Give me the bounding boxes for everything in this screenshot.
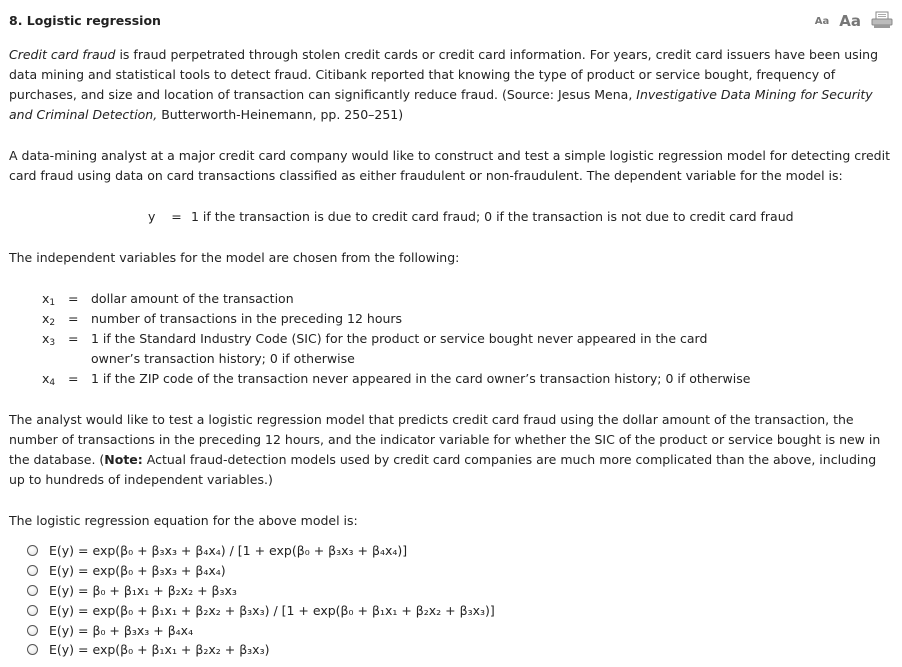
radio-button[interactable] <box>27 585 38 596</box>
intro-paragraph <box>9 45 893 125</box>
variable-row <box>42 369 751 389</box>
equation-prompt: The logistic regression equation for the above model is: <box>9 513 358 528</box>
option-label: E(y) = exp(β₀ + β₃x₃ + β₄x₄) <box>49 563 226 579</box>
option-label: E(y) = exp(β₀ + β₁x₁ + β₂x₂ + β₃x₃) / [1 + exp(β₀ + β₁x₁ + β₂x₂ + β₃x₃)] <box>49 602 495 618</box>
intro-text: is fraud perpetrated through stolen credit cards or credit card information. For years, credit card issuers have been using data mining and statistical tools to detect fraud. Citibank reported that knowing the type of product or service bought, frequency of purchases, and size and location of transaction can significantly reduce fraud. (Source: Jesus Mena, <box>9 47 879 102</box>
variable-row <box>42 289 751 309</box>
radio-button[interactable] <box>27 565 38 576</box>
print-icon[interactable] <box>871 11 893 29</box>
dependent-symbol: y <box>148 209 156 224</box>
question-header <box>9 11 893 31</box>
radio-button[interactable] <box>27 644 38 655</box>
note-text: Actual fraud-detection models used by credit card companies are much more complicated than the above, including up to hundreds of independent variables.) <box>9 452 877 487</box>
dependent-variable-definition <box>148 207 794 227</box>
answer-options <box>27 541 495 660</box>
radio-button[interactable] <box>27 605 38 616</box>
variable-symbol: $x_3$ <box>42 331 56 348</box>
answer-option[interactable] <box>27 620 495 640</box>
note-label: Note: <box>104 452 143 467</box>
variable-definition: number of transactions in the preceding 12 hours <box>91 311 403 326</box>
font-size-small-button[interactable]: Aa <box>814 16 830 27</box>
variable-row <box>42 309 751 329</box>
toolbar <box>815 11 893 29</box>
option-label: E(y) = exp(β₀ + β₃x₃ + β₄x₄) / [1 + exp(β₀ + β₃x₃ + β₄x₄)] <box>49 543 408 559</box>
test-paragraph <box>9 410 893 490</box>
question-title: 8. Logistic regression <box>9 13 161 28</box>
intro-term: Credit card fraud <box>9 47 116 62</box>
source-publisher: Butterworth-Heinemann, pp. 250–251) <box>157 107 404 122</box>
radio-button[interactable] <box>27 545 38 556</box>
answer-option[interactable] <box>27 541 495 561</box>
variable-definition: 1 if the Standard Industry Code (SIC) for the product or service bought never appeared in the card owner’s transaction history; 0 if otherwise <box>91 331 708 366</box>
answer-option[interactable] <box>27 561 495 581</box>
independent-intro: The independent variables for the model are chosen from the following: <box>9 250 460 265</box>
equals-sign: = <box>68 311 79 326</box>
answer-option[interactable] <box>27 640 495 660</box>
analyst-paragraph: A data-mining analyst at a major credit card company would like to construct and test a simple logistic regression model for detecting credit card fraud using data on card transactions classified as either fraudulent or non-fraudulent. The dependent variable for the model is: <box>9 148 890 183</box>
equals-sign: = <box>68 331 79 346</box>
option-label: E(y) = β₀ + β₁x₁ + β₂x₂ + β₃x₃ <box>49 582 237 598</box>
variable-symbol: $x_1$ <box>42 291 56 308</box>
answer-option[interactable] <box>27 600 495 620</box>
font-size-large-button[interactable]: Aa <box>839 12 861 30</box>
independent-variables-list <box>42 289 751 389</box>
variable-symbol: $x_2$ <box>42 311 56 328</box>
variable-row <box>42 329 751 369</box>
radio-button[interactable] <box>27 625 38 636</box>
equals-sign: = <box>68 371 79 386</box>
variable-definition: 1 if the ZIP code of the transaction never appeared in the card owner’s transaction history; 0 if otherwise <box>91 371 751 386</box>
test-text: The analyst would like to test a logistic regression model that predicts credit card fraud using the dollar amount of the transaction, the number of transactions in the preceding 12 hours, and the indicator variable for whether the SIC of the product or service bought is new in the database. ( <box>9 412 881 467</box>
variable-definition: dollar amount of the transaction <box>91 291 294 306</box>
dependent-definition: 1 if the transaction is due to credit card fraud; 0 if the transaction is not due to credit card fraud <box>191 209 794 224</box>
option-label: E(y) = exp(β₀ + β₁x₁ + β₂x₂ + β₃x₃) <box>49 642 270 658</box>
equals-sign: = <box>68 291 79 306</box>
source-book-title: Investigative Data Mining for Security and Criminal Detection, <box>9 87 873 122</box>
option-label: E(y) = β₀ + β₃x₃ + β₄x₄ <box>49 622 194 638</box>
equals-sign: = <box>171 209 182 224</box>
answer-option[interactable] <box>27 581 495 601</box>
variable-symbol: $x_4$ <box>42 371 56 388</box>
